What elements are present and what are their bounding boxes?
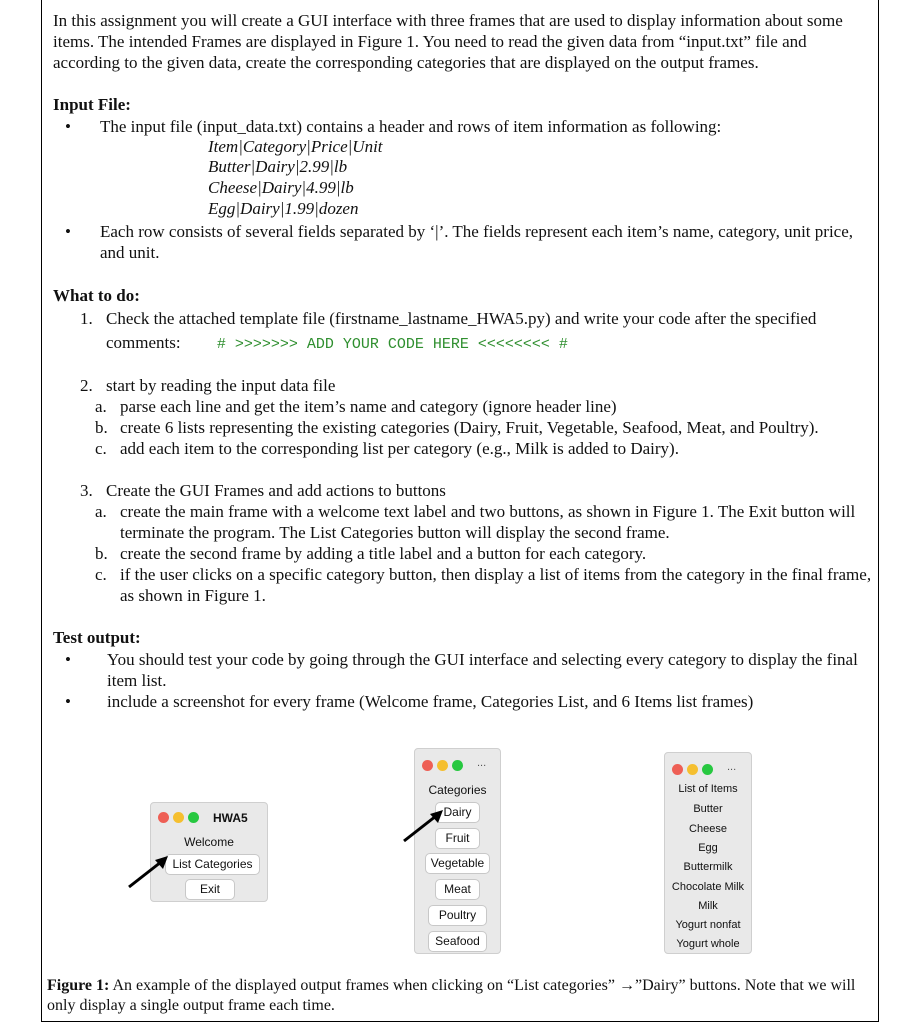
bullet-icon: • [65, 650, 71, 669]
sub-text: create 6 lists representing the existing categories (Dairy, Fruit, Vegetable, Seafood, Meat, and Poultry). [120, 418, 819, 437]
minimize-icon[interactable] [437, 760, 448, 771]
step-2 [80, 375, 880, 396]
zoom-icon[interactable] [702, 764, 713, 775]
test-bullet-2 [65, 691, 875, 712]
step-2c [95, 438, 875, 459]
close-icon[interactable] [672, 764, 683, 775]
step-number: 3. [80, 481, 93, 500]
arrow-icon [400, 806, 448, 846]
sub-label: c. [95, 439, 107, 458]
bullet-icon: • [65, 222, 71, 241]
item-label: Yogurt nonfat [675, 919, 741, 931]
step-2a [95, 396, 875, 417]
step-3c [95, 564, 875, 606]
caption-label: Figure 1: [47, 977, 110, 994]
bullet-icon: • [65, 692, 71, 711]
window-controls [158, 812, 199, 823]
test-bullet-1 [65, 649, 875, 691]
sub-text: if the user clicks on a specific category button, then display a list of items from the category in the final frame, as shown in Figure 1. [120, 565, 872, 605]
step-1 [80, 308, 880, 355]
close-icon[interactable] [158, 812, 169, 823]
sample-line: Butter|Dairy|2.99|lb [208, 157, 348, 176]
intro-paragraph: In this assignment you will create a GUI interface with three frames that are used to display information about some items. The intended Frames are displayed in Figure 1. You need to read the given data from “input.txt” file and according to the given data, create the corresponding categories that are displayed on the output frames. [53, 11, 843, 72]
input-bullet-1-text: The input file (input_data.txt) contains a header and rows of item information as following: [100, 117, 722, 136]
welcome-label: Welcome [184, 835, 234, 849]
item-label: Yogurt whole [676, 938, 740, 950]
input-bullet-2 [65, 221, 875, 263]
title-overflow: ... [727, 761, 737, 773]
sub-label: b. [95, 544, 108, 563]
test-bullet-2-text: include a screenshot for every frame (Welcome frame, Categories List, and 6 Items list frames) [107, 692, 754, 711]
items-title: List of Items [678, 783, 738, 795]
window-controls [672, 764, 713, 775]
step-2b [95, 417, 875, 438]
what-to-do-heading: What to do: [53, 286, 140, 305]
item-label: Milk [698, 900, 718, 912]
step-2-text: start by reading the input data file [106, 376, 336, 395]
item-label: Chocolate Milk [671, 881, 745, 893]
step-3 [80, 480, 880, 501]
step-3-text: Create the GUI Frames and add actions to buttons [106, 481, 446, 500]
step-1-comments-label: comments: [106, 333, 181, 352]
window-title: HWA5 [213, 811, 248, 825]
sub-label: a. [95, 397, 107, 416]
caption-text: An example of the displayed output frames when clicking on “List categories” →”Dairy” buttons. Note that we will only display a single output frame each time. [47, 977, 856, 1014]
test-output-heading: Test output: [53, 628, 141, 647]
zoom-icon[interactable] [452, 760, 463, 771]
sub-text: parse each line and get the item’s name and category (ignore header line) [120, 397, 617, 416]
category-button-fruit[interactable]: Fruit [435, 828, 480, 849]
categories-window [414, 748, 501, 954]
step-1-text: Check the attached template file (firstname_lastname_HWA5.py) and write your code after the specified [106, 309, 817, 328]
figure-caption [47, 976, 877, 1016]
category-button-vegetable[interactable]: Vegetable [425, 853, 490, 874]
code-comment: # >>>>>>> ADD YOUR CODE HERE <<<<<<<< # [216, 336, 568, 353]
step-3a [95, 501, 875, 543]
exit-button[interactable]: Exit [185, 879, 235, 900]
step-3b [95, 543, 875, 564]
zoom-icon[interactable] [188, 812, 199, 823]
category-button-poultry[interactable]: Poultry [428, 905, 487, 926]
sub-label: c. [95, 565, 107, 584]
title-overflow: ... [477, 757, 487, 769]
sample-line: Cheese|Dairy|4.99|lb [208, 178, 354, 197]
item-label: Cheese [689, 823, 727, 835]
category-button-seafood[interactable]: Seafood [428, 931, 487, 952]
step-number: 2. [80, 376, 93, 395]
bullet-icon: • [65, 117, 71, 136]
sub-label: a. [95, 502, 107, 521]
window-controls [422, 760, 463, 771]
item-label: Buttermilk [683, 861, 733, 873]
category-button-dairy[interactable]: Dairy [435, 802, 480, 823]
list-categories-button[interactable]: List Categories [165, 854, 260, 875]
input-file-heading: Input File: [53, 95, 131, 114]
sub-label: b. [95, 418, 108, 437]
minimize-icon[interactable] [687, 764, 698, 775]
test-bullet-1-text: You should test your code by going through the GUI interface and selecting every category to display the final item list. [107, 650, 858, 690]
sample-line: Item|Category|Price|Unit [208, 137, 383, 156]
item-label: Egg [698, 842, 718, 854]
minimize-icon[interactable] [173, 812, 184, 823]
arrow-icon [125, 852, 173, 892]
sub-text: add each item to the corresponding list per category (e.g., Milk is added to Dairy). [120, 439, 679, 458]
input-bullet-1 [65, 116, 875, 137]
category-button-meat[interactable]: Meat [435, 879, 480, 900]
item-label: Butter [693, 803, 723, 815]
items-window [664, 752, 752, 954]
step-number: 1. [80, 309, 93, 328]
sub-text: create the main frame with a welcome text label and two buttons, as shown in Figure 1. The Exit button will terminate the program. The List Categories button will display the second frame. [120, 502, 856, 542]
input-bullet-2-text: Each row consists of several fields separated by ‘|’. The fields represent each item’s name, category, unit price, and unit. [100, 222, 854, 262]
categories-title: Categories [428, 783, 487, 797]
sample-line: Egg|Dairy|1.99|dozen [208, 199, 359, 218]
close-icon[interactable] [422, 760, 433, 771]
sub-text: create the second frame by adding a title label and a button for each category. [120, 544, 647, 563]
